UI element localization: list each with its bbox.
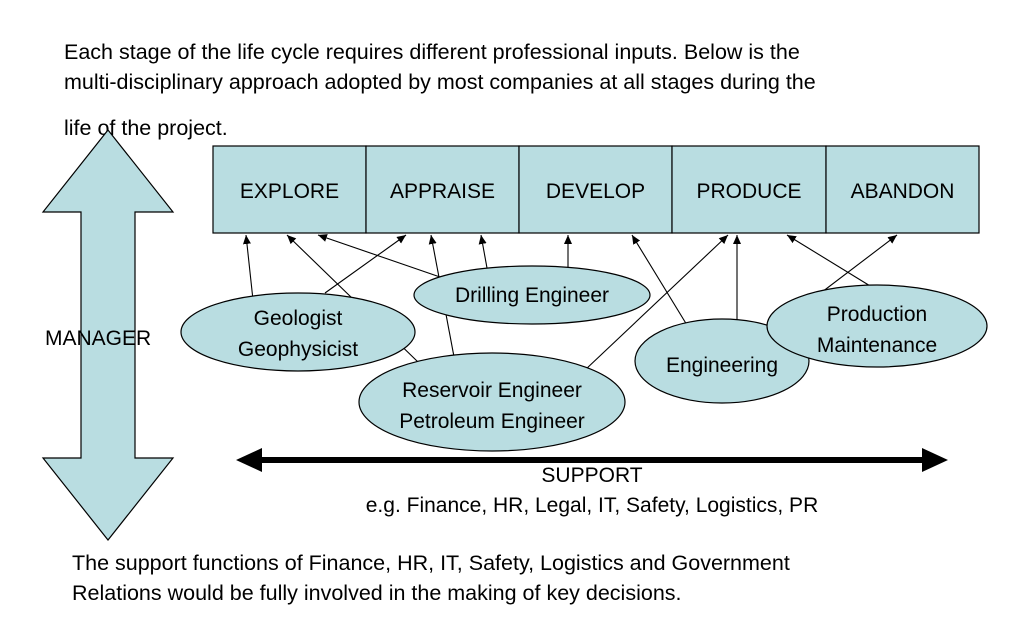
- stage-abandon: ABANDON: [850, 180, 955, 203]
- stage-develop: DEVELOP: [545, 180, 646, 203]
- role-geologist: [181, 293, 415, 371]
- role-reservoir-line-2: Petroleum Engineer: [399, 410, 585, 433]
- footer-line-1: The support functions of Finance, HR, IT, Safety, Logistics and Government: [72, 551, 790, 575]
- footer-line-2: Relations would be fully involved in the making of key decisions.: [72, 581, 682, 605]
- intro-line-2: multi-disciplinary approach adopted by most companies at all stages during the: [64, 70, 816, 94]
- arrow-geologist-explore: [246, 235, 253, 300]
- manager-label: MANAGER: [45, 327, 152, 350]
- intro-line-1: Each stage of the life cycle requires different professional inputs. Below is the: [64, 40, 800, 64]
- stage-appraise: APPRAISE: [389, 180, 496, 203]
- stage-explore: EXPLORE: [239, 180, 340, 203]
- arrow-drilling-explore: [318, 235, 440, 277]
- role-drilling-line-1: Drilling Engineer: [454, 284, 610, 307]
- role-engineering-line-1: Engineering: [665, 354, 779, 377]
- support-examples: e.g. Finance, HR, Legal, IT, Safety, Logistics, PR: [365, 494, 819, 517]
- role-production-line-1: Production: [826, 303, 928, 326]
- stage-produce: PRODUCE: [696, 180, 802, 203]
- role-production-line-2: Maintenance: [816, 334, 938, 357]
- role-geologist-line-1: Geologist: [253, 307, 343, 330]
- arrow-drilling-appraise: [481, 235, 487, 268]
- support-title: SUPPORT: [541, 464, 643, 487]
- role-reservoir-line-1: Reservoir Engineer: [402, 379, 582, 402]
- role-production: [767, 285, 987, 367]
- stage-row: [213, 146, 979, 233]
- role-reservoir: [359, 353, 625, 451]
- role-drilling: [414, 266, 650, 324]
- footer-text: [72, 548, 972, 608]
- intro-line-3: life of the project.: [64, 116, 228, 140]
- arrow-engineering-develop: [632, 235, 690, 330]
- role-geologist-line-2: Geophysicist: [237, 338, 359, 361]
- role-reservoir-ellipse: [359, 353, 625, 451]
